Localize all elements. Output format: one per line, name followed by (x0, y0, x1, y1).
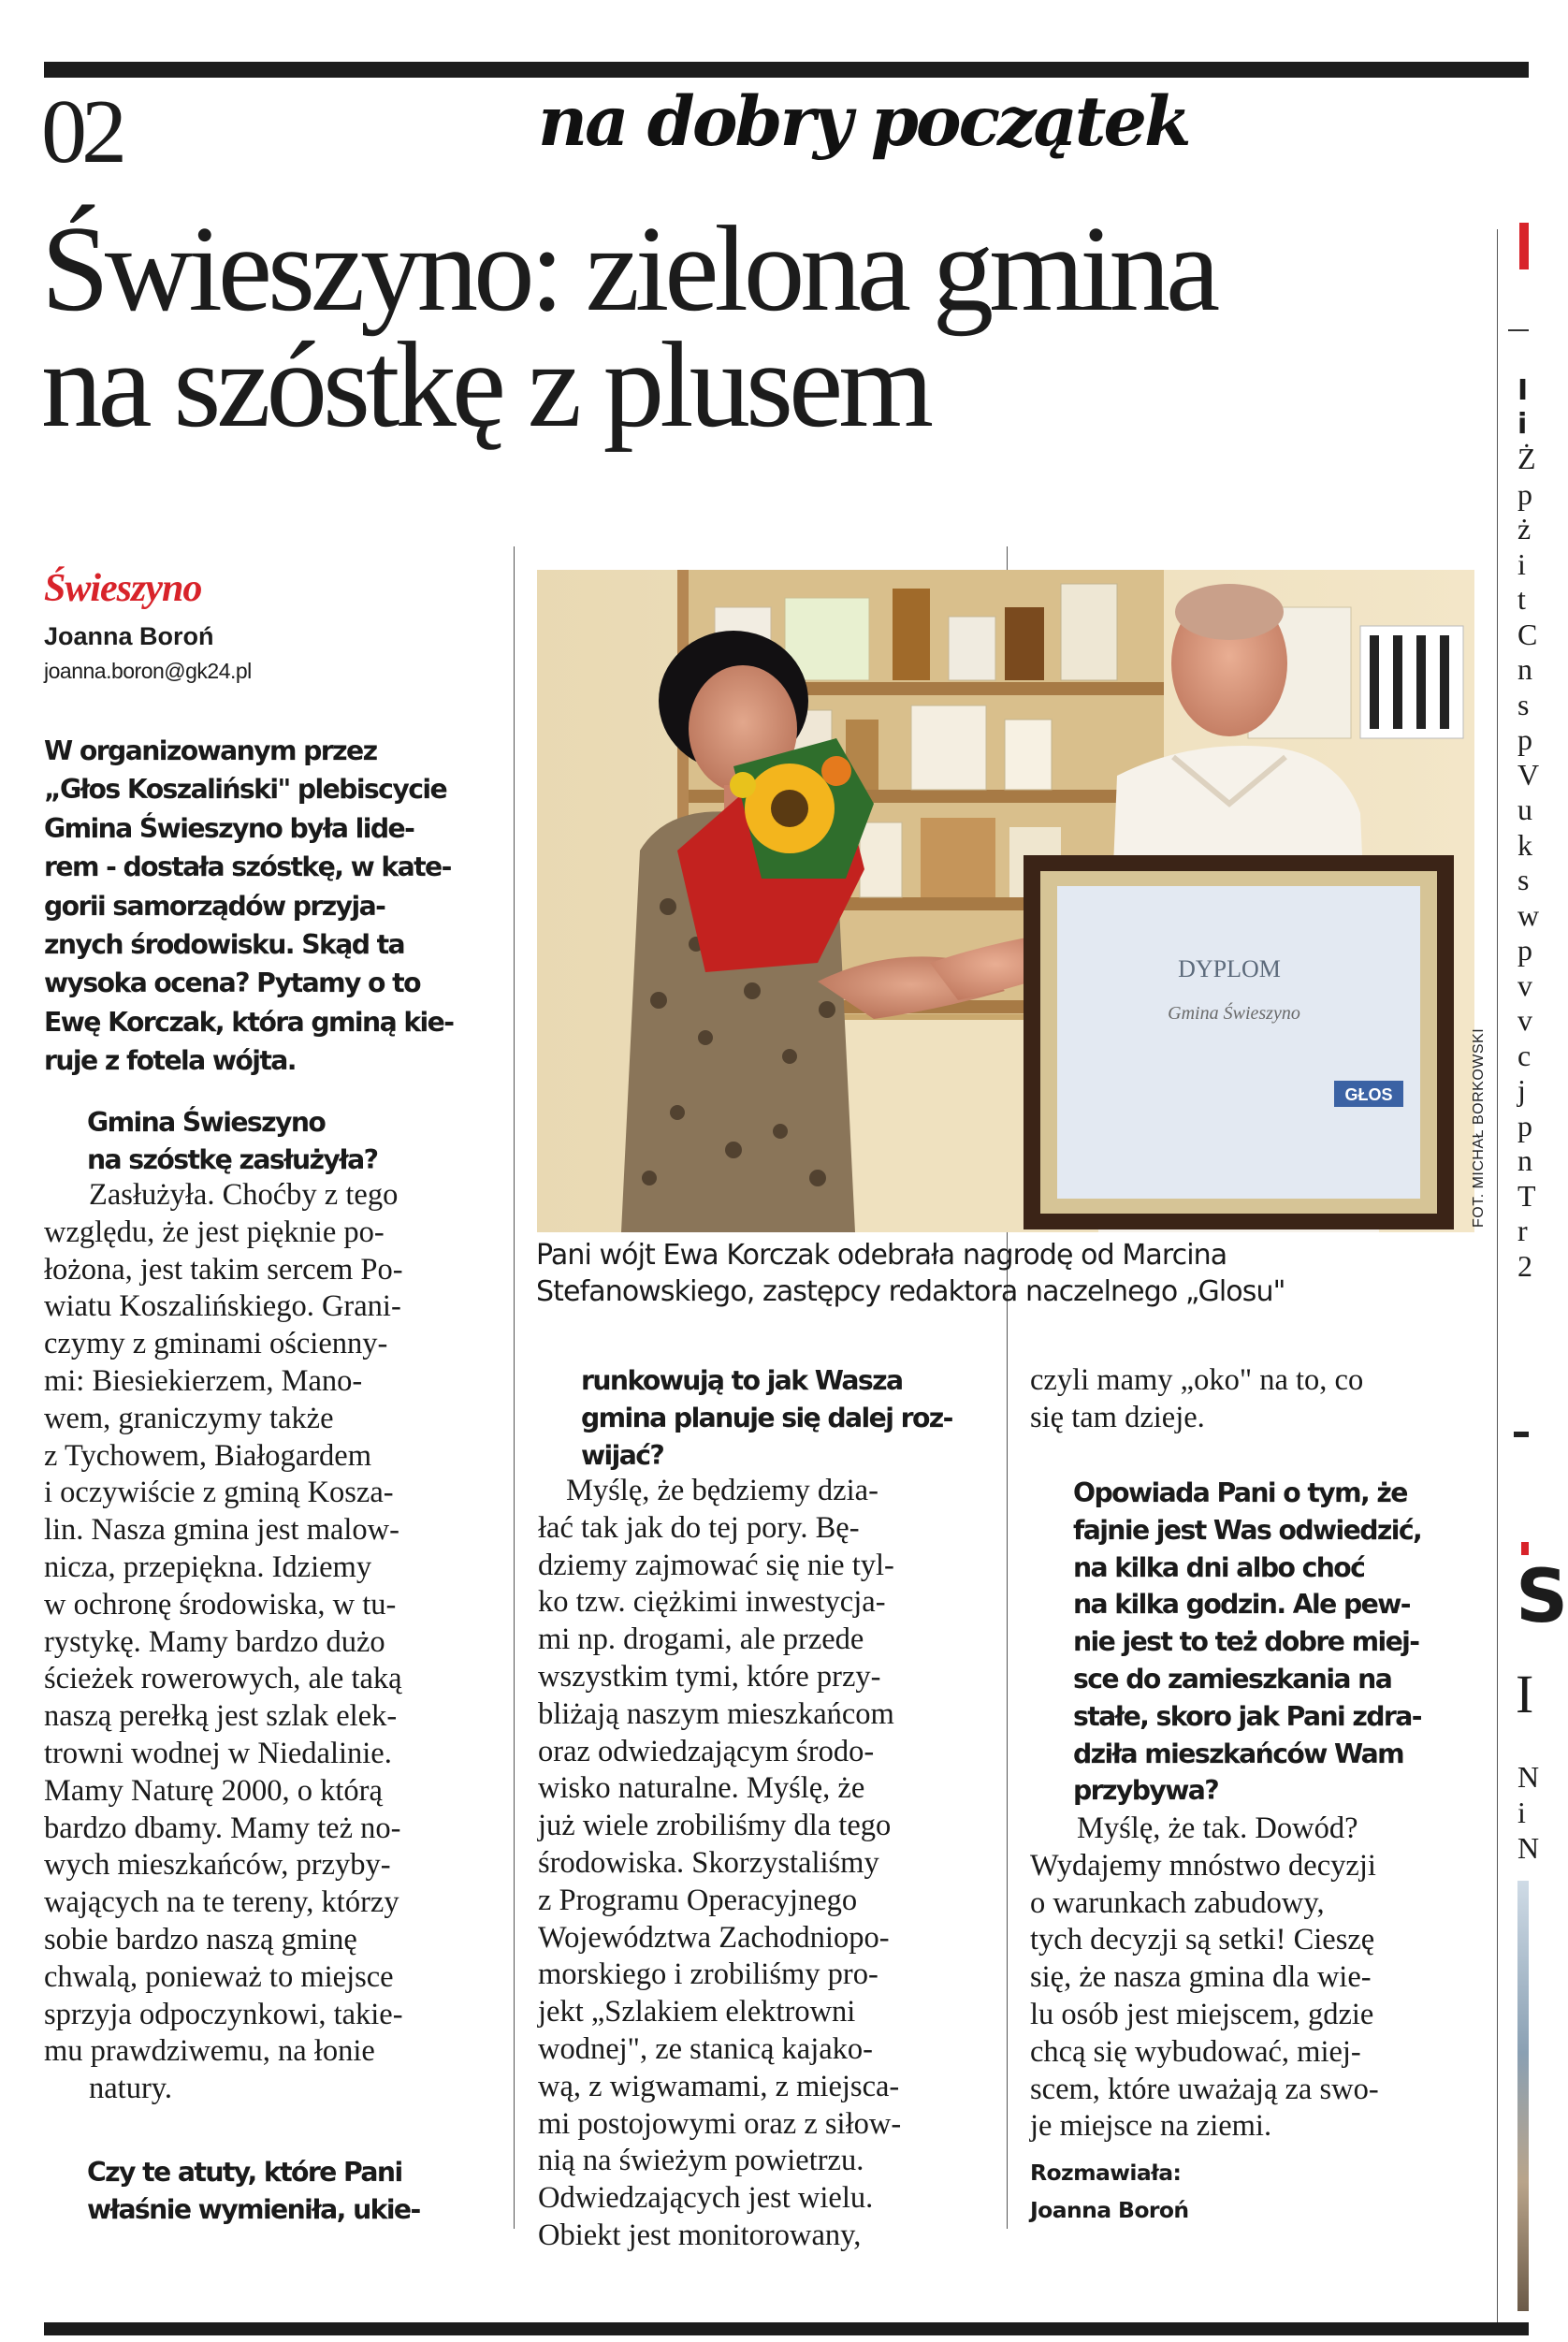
fragment-letter: i (1517, 408, 1528, 441)
photo-caption (536, 1237, 1472, 1310)
photo-credit: FOT. MICHAŁ BORKOWSKI (1471, 1027, 1487, 1228)
body-line: Obiekt jest monitorowany, (538, 2218, 862, 2252)
body-line: Województwa Zachodniopo- (538, 1920, 890, 1955)
question-line: przybywa? (1073, 1775, 1219, 1807)
body-line: czymy z gminami ościenny- (44, 1327, 388, 1361)
body-line: jekt „Szlakiem elektrowni (538, 1995, 856, 2029)
bottom-rule-bar (44, 2322, 1529, 2335)
fragment-letter: N (1517, 1760, 1540, 1794)
fragment-letter: Ż (1517, 442, 1536, 475)
question-line: sce do zamieszkania na (1073, 1663, 1392, 1695)
lead-line: „Głos Koszaliński" plebiscycie (44, 774, 447, 806)
body-line: wiatu Koszalińskiego. Grani- (44, 1289, 401, 1324)
next-column-red-fragment (1521, 1542, 1529, 1555)
fragment-letter: T (1517, 1178, 1536, 1213)
body-line: środowiska. Skorzystaliśmy (538, 1845, 879, 1880)
body-line: tych decyzji są setki! Cieszę (1030, 1923, 1375, 1957)
body-line: w ochronę środowiska, w tu- (44, 1587, 397, 1622)
body-line: już wiele zrobiliśmy dla tego (538, 1809, 892, 1843)
next-column-bold-fragment (1517, 374, 1528, 442)
lead-paragraph (44, 732, 493, 1081)
body-line: rystykę. Mamy bardzo dużo (44, 1624, 385, 1659)
body-line: się tam dzieje. (1030, 1400, 1205, 1434)
fragment-letter: s (1517, 863, 1530, 896)
signature-label: Rozmawiała: (1030, 2160, 1182, 2186)
body-line: względu, że jest pięknie po- (44, 1215, 385, 1249)
signature-name: Joanna Boroń (1030, 2197, 1189, 2223)
photo (537, 570, 1474, 1232)
body-line: Wydajemy mnóstwo decyzji (1030, 1848, 1376, 1883)
question-line: Gmina Świeszyno (87, 1107, 326, 1138)
fragment-letter: N (1517, 1831, 1540, 1865)
body-line: łać tak jak do tej pory. Bę- (538, 1510, 860, 1545)
diploma-title: DYPLOM (1178, 955, 1281, 982)
lead-line: ruje z fotela wójta. (44, 1045, 296, 1077)
question-line: runkowują to jak Wasza (581, 1365, 903, 1396)
byline-author: Joanna Boroń (44, 622, 214, 650)
body-line: wszystkim tymi, które przy- (538, 1659, 881, 1694)
body-line: wych mieszkańców, przyby- (44, 1848, 391, 1883)
body-line: Mamy Naturę 2000, o którą (44, 1773, 383, 1808)
column-rule (1497, 229, 1498, 2322)
fragment-letter: ż (1517, 512, 1532, 545)
lead-line: Gmina Świeszyno była lide- (44, 812, 414, 844)
fragment-letter: p (1517, 933, 1532, 967)
fragment-letter: 2 (1517, 1248, 1532, 1283)
body-line: natury. (89, 2072, 173, 2106)
body-line: dziemy zajmować się nie tyl- (538, 1548, 894, 1582)
fragment-letter: I (1517, 374, 1529, 407)
body-line: nią na świeżym powietrzu. (538, 2144, 864, 2178)
fragment-letter: t (1517, 582, 1526, 616)
body-line: ko tzw. ciężkimi inwestycja- (538, 1585, 886, 1620)
fragment-letter: k (1517, 827, 1532, 862)
body-line: bardzo dbamy. Mamy też no- (44, 1811, 401, 1845)
body-line: Myślę, że będziemy dzia- (566, 1474, 878, 1507)
body-line: wisko naturalne. Myślę, że (538, 1771, 865, 1806)
question-line: na szóstkę zasłużyła? (87, 1143, 378, 1175)
photo-illustration (537, 570, 1474, 1232)
answer-1 (44, 1177, 403, 2108)
body-line: wą, z wigwamami, z miejsca- (538, 2069, 900, 2103)
question-line: fajnie jest Was odwiedzić, (1073, 1514, 1422, 1546)
question-line: na kilka dni albo choć (1073, 1551, 1365, 1583)
question-1 (87, 1104, 377, 1179)
next-column-rule (1508, 329, 1529, 331)
section-title: na dobry początek (538, 81, 1189, 162)
body-line: sprzyja odpoczynkowi, takie- (44, 1997, 403, 2031)
question-line: dziła mieszkańców Wam (1073, 1738, 1404, 1769)
fragment-letter: c (1517, 1038, 1532, 1072)
question-line: gmina planuje się dalej roz- (581, 1402, 952, 1433)
question-line: Opowiada Pani o tym, że (1073, 1477, 1407, 1508)
body-line: mi: Biesiekierzem, Mano- (44, 1363, 363, 1398)
headline-line: na szóstkę z plusem (41, 317, 930, 453)
interview-signature (1030, 2154, 1189, 2229)
next-column-red-fragment (1519, 223, 1529, 269)
body-line: o warunkach zabudowy, (1030, 1885, 1325, 1920)
question-line: właśnie wymieniła, ukie- (87, 2193, 420, 2225)
body-line: wających na te tereny, którzy (44, 1885, 399, 1920)
next-column-headline-fragment: S (1516, 1555, 1568, 1639)
question-line: na kilka godzin. Ale pew- (1073, 1589, 1410, 1621)
question-line: nie jest to też dobre miej- (1073, 1626, 1419, 1658)
fragment-letter: r (1517, 1214, 1528, 1247)
byline-email[interactable]: joanna.boron@gk24.pl (44, 659, 252, 683)
body-line: się, że nasza gmina dla wie- (1030, 1960, 1372, 1995)
fragment-letter: u (1517, 793, 1532, 826)
fragment-letter: p (1517, 722, 1532, 756)
diploma-logo: GŁOS (1344, 1085, 1393, 1104)
lead-line: gorii samorządów przyja- (44, 890, 385, 922)
body-line: naszą perełką jest szlak elek- (44, 1699, 398, 1734)
body-line: czyli mamy „oko" na to, co (1030, 1363, 1364, 1397)
lead-line: Ewę Korczak, która gminą kie- (44, 1006, 454, 1038)
fragment-letter: v (1517, 1003, 1532, 1037)
headline (41, 201, 1426, 453)
fragment-letter: n (1517, 1143, 1532, 1177)
next-column-subhead-fragment: I (1516, 1664, 1534, 1724)
body-line: scem, które uważają za swo- (1030, 2072, 1379, 2106)
body-line: nicza, przepiękna. Idziemy (44, 1549, 372, 1584)
question-2-start (87, 2154, 420, 2229)
body-line: je miejsce na ziemi. (1030, 2109, 1272, 2144)
fragment-letter: j (1517, 1073, 1526, 1107)
answer-2-continued (1030, 1362, 1363, 1437)
next-column-text-fragment (1517, 1759, 1539, 1866)
question-line: wijać? (581, 1439, 664, 1471)
fragment-letter: s (1517, 687, 1530, 721)
body-line: trowni wodnej w Niedalinie. (44, 1736, 392, 1770)
fragment-letter: V (1517, 757, 1540, 792)
body-line: morskiego i zrobiliśmy pro- (538, 1957, 878, 1992)
body-line: wem, graniczymy także (44, 1401, 334, 1435)
next-column-photo-fragment (1517, 1881, 1529, 2311)
top-rule-bar (44, 62, 1529, 78)
next-column-text-fragment (1517, 442, 1539, 1284)
fragment-letter: p (1517, 1108, 1532, 1142)
lead-line: W organizowanym przez (44, 735, 377, 766)
caption-line: Pani wójt Ewa Korczak odebrała nagrodę od Marcina (536, 1239, 1227, 1272)
question-line: Czy te atuty, które Pani (87, 2157, 402, 2188)
body-line: oraz odwiedzającym środo- (538, 1734, 875, 1768)
body-line: Myślę, że tak. Dowód? (1077, 1811, 1358, 1845)
lead-line: znych środowisku. Skąd ta (44, 929, 405, 961)
fragment-letter: C (1517, 617, 1538, 651)
body-line: mi np. drogami, ale przede (538, 1622, 864, 1657)
fragment-letter: p (1517, 476, 1532, 511)
diploma-recipient: Gmina Świeszyno (1168, 1003, 1300, 1024)
body-line: sobie bardzo naszą gminę (44, 1922, 357, 1957)
fragment-letter: i (1517, 1796, 1526, 1829)
page-number: 02 (41, 81, 122, 182)
body-line: bliżają naszym mieszkańcom (538, 1696, 894, 1731)
body-line: wodnej", ze stanicą kajako- (538, 2031, 873, 2066)
body-line: Odwiedzających jest wielu. (538, 2181, 874, 2216)
caption-line: Stefanowskiego, zastępcy redaktora naczelnego „Glosu" (536, 1275, 1285, 1308)
fragment-letter: w (1517, 897, 1540, 932)
fragment-letter: v (1517, 967, 1532, 1002)
body-line: Zasłużyła. Choćby z tego (89, 1178, 399, 1212)
body-line: lu osób jest miejscem, gdzie (1030, 1997, 1374, 2031)
lead-line: wysoka ocena? Pytamy o to (44, 967, 420, 999)
body-line: mi postojowymi oraz z siłow- (538, 2106, 902, 2141)
body-line: mu prawdziwemu, na łonie (44, 2034, 375, 2069)
byline-place: Świeszyno (44, 567, 202, 610)
body-line: chcą się wybudować, miej- (1030, 2034, 1361, 2069)
question-2-continued (581, 1362, 952, 1474)
question-3 (1073, 1475, 1421, 1810)
body-line: łożona, jest takim sercem Po- (44, 1252, 403, 1287)
next-column-end-mark (1514, 1432, 1529, 1437)
body-line: lin. Nasza gmina jest malow- (44, 1513, 399, 1548)
answer-3 (1030, 1811, 1379, 2146)
answer-2 (538, 1473, 901, 2255)
body-line: chwalą, ponieważ to miejsce (44, 1959, 394, 1994)
fragment-letter: i (1517, 546, 1526, 581)
question-line: stałe, skoro jak Pani zdra- (1073, 1700, 1421, 1732)
body-line: i oczywiście z gminą Kosza- (44, 1476, 394, 1510)
body-line: z Tychowem, Białogardem (44, 1438, 372, 1473)
fragment-letter: n (1517, 652, 1532, 686)
body-line: ścieżek rowerowych, ale taką (44, 1662, 402, 1696)
headline-line: Świeszyno: zielona gmina (41, 201, 1216, 337)
body-line: z Programu Operacyjnego (538, 1883, 858, 1917)
column-rule (514, 546, 515, 2229)
lead-line: rem - dostała szóstkę, w kate- (44, 851, 451, 883)
